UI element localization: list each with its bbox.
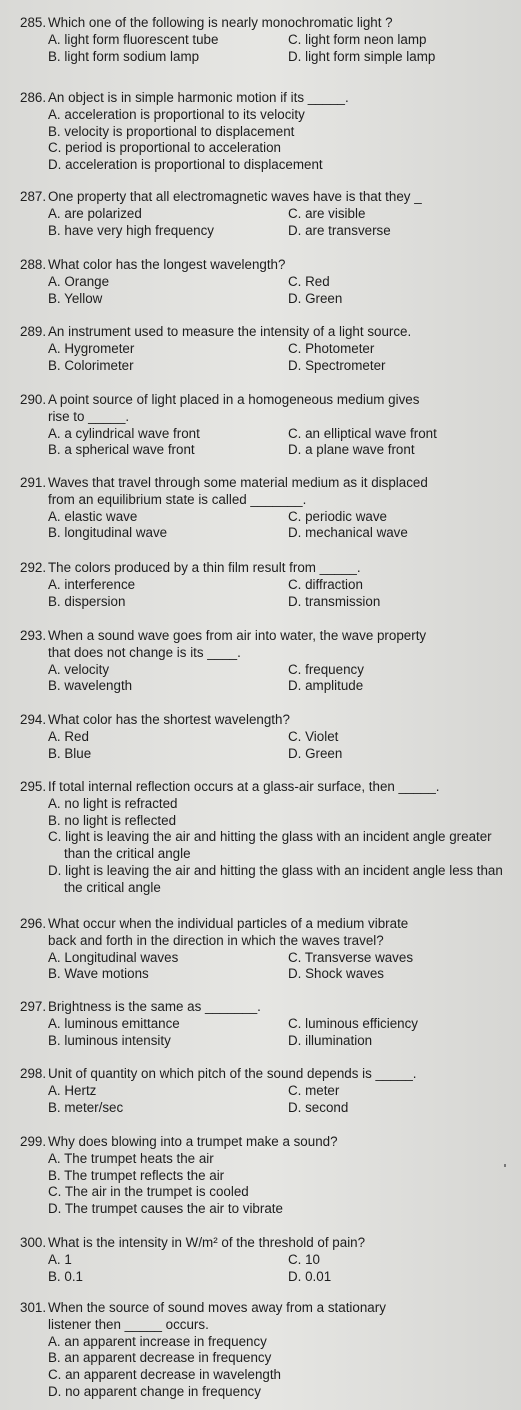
- question-stem: [20, 1235, 520, 1252]
- question-text: An object is in simple harmonic motion if its _____.: [48, 90, 349, 105]
- question-stem: [20, 392, 520, 426]
- answer-option-c: C. light form neon lamp: [288, 31, 427, 47]
- option-row: [48, 509, 520, 526]
- answer-option-c: C. Photometer: [288, 340, 375, 356]
- option-row: [48, 966, 520, 983]
- question-289: [20, 324, 520, 374]
- question-text: One property that all electromagnetic waves have is that they _: [48, 189, 422, 204]
- answer-option-c: C. luminous efficiency: [288, 1015, 418, 1031]
- question-299: [20, 1134, 520, 1218]
- answer-options: [48, 950, 520, 984]
- answer-options: [48, 274, 520, 308]
- question-290: [20, 392, 520, 459]
- answer-option-a: A. light form fluorescent tube: [48, 31, 219, 47]
- answer-option-a: A. Red: [48, 728, 89, 744]
- question-288: [20, 257, 520, 307]
- question-stem: [20, 916, 520, 950]
- question-number: 292.: [20, 560, 47, 575]
- question-stem: [20, 1066, 520, 1083]
- option-row: [48, 223, 520, 240]
- question-number: 298.: [20, 1066, 47, 1081]
- option-row: [48, 358, 520, 375]
- answer-option-d: D. transmission: [288, 593, 381, 609]
- option-row: [48, 950, 520, 967]
- question-295: [20, 779, 520, 897]
- question-stem: [20, 628, 520, 662]
- answer-option-d: D. Green: [288, 290, 343, 306]
- option-row: [48, 32, 520, 49]
- question-text: What occur when the individual particles of a medium vibrate back and forth in the direction in which the waves travel?: [48, 916, 409, 948]
- answer-options: [48, 426, 520, 460]
- question-number: 290.: [20, 392, 47, 407]
- speck-mark: [504, 1164, 506, 1167]
- question-text: When a sound wave goes from air into water, the wave property that does not change is its ____.: [48, 628, 427, 660]
- answer-option-c: C. 10: [288, 1251, 321, 1267]
- question-number: 301.: [20, 1300, 47, 1315]
- answer-options: [48, 206, 520, 240]
- question-stem: [20, 1134, 520, 1151]
- question-text: What is the intensity in W/m² of the threshold of pain?: [48, 1235, 366, 1250]
- answer-option-c: C. an elliptical wave front: [288, 425, 437, 441]
- question-text: When the source of sound moves away from a stationary listener then _____ occurs.: [48, 1300, 386, 1332]
- answer-option-c: C. diffraction: [288, 576, 363, 592]
- option-row: [48, 442, 520, 459]
- question-stem: [20, 90, 520, 107]
- answer-option-a: A. Longitudinal waves: [48, 949, 179, 965]
- question-287: [20, 189, 520, 239]
- answer-option-b: B. an apparent decrease in frequency: [48, 1350, 272, 1366]
- answer-option-a: A. elastic wave: [48, 508, 138, 524]
- answer-option-b: B. Wave motions: [48, 966, 149, 982]
- answer-option-a: A. Orange: [48, 273, 110, 289]
- question-292: [20, 560, 520, 610]
- question-number: 300.: [20, 1235, 47, 1250]
- answer-option-b: B. Blue: [48, 745, 92, 761]
- question-number: 296.: [20, 916, 47, 931]
- answer-option-b: B. a spherical wave front: [48, 442, 195, 458]
- answer-option-b: B. wavelength: [48, 678, 133, 694]
- question-number: 285.: [20, 15, 47, 30]
- option-row: [48, 1269, 520, 1286]
- question-286: [20, 90, 520, 174]
- question-296: [20, 916, 520, 983]
- question-text: Waves that travel through some material medium as it displaced from an equilibrium state is called _______.: [48, 475, 428, 507]
- question-stem: [20, 257, 520, 274]
- answer-option-a: A. The trumpet heats the air: [48, 1150, 214, 1166]
- answer-option-a: A. a cylindrical wave front: [48, 425, 200, 441]
- answer-options: [48, 341, 520, 375]
- answer-option-c: C. Red: [288, 273, 330, 289]
- answer-option-d: D. are transverse: [288, 222, 391, 238]
- question-stem: [20, 189, 520, 206]
- question-number: 297.: [20, 999, 47, 1014]
- answer-option-b: B. The trumpet reflects the air: [48, 1167, 225, 1183]
- question-number: 295.: [20, 779, 47, 794]
- answer-option-d: D. no apparent change in frequency: [48, 1383, 261, 1399]
- option-row: [48, 729, 520, 746]
- question-number: 288.: [20, 257, 47, 272]
- question-number: 287.: [20, 189, 47, 204]
- answer-option-c: C. period is proportional to acceleration: [48, 140, 281, 156]
- option-row: [48, 1083, 520, 1100]
- answer-option-d: D. mechanical wave: [288, 525, 408, 541]
- question-text: What color has the shortest wavelength?: [48, 712, 290, 727]
- question-stem: [20, 999, 520, 1016]
- answer-option-d: D. 0.01: [288, 1268, 332, 1284]
- answer-options: [48, 1334, 520, 1401]
- question-text: Brightness is the same as _______.: [48, 999, 261, 1014]
- option-row: [48, 206, 520, 223]
- question-number: 294.: [20, 712, 47, 727]
- option-row: [48, 1252, 520, 1269]
- answer-option-b: B. dispersion: [48, 593, 126, 609]
- answer-options: [48, 796, 520, 897]
- answer-option-a: A. luminous emittance: [48, 1015, 180, 1031]
- answer-option-d: D. Shock waves: [288, 966, 385, 982]
- answer-options: [48, 107, 520, 174]
- question-300: [20, 1235, 520, 1285]
- option-row: [48, 746, 520, 763]
- answer-options: [48, 1151, 520, 1218]
- option-row: [48, 291, 520, 308]
- question-text: Why does blowing into a trumpet make a sound?: [48, 1134, 338, 1149]
- answer-option-a: A. an apparent increase in frequency: [48, 1333, 267, 1349]
- answer-option-a: A. velocity: [48, 661, 110, 677]
- question-stem: [20, 712, 520, 729]
- answer-option-c: C. periodic wave: [288, 508, 387, 524]
- option-row: [48, 678, 520, 695]
- answer-option-c: C. Transverse waves: [288, 949, 414, 965]
- answer-options: [48, 509, 520, 543]
- question-stem: [20, 560, 520, 577]
- question-number: 293.: [20, 628, 47, 643]
- question-294: [20, 712, 520, 762]
- question-text: Which one of the following is nearly monochromatic light ?: [48, 15, 393, 30]
- question-285: [20, 15, 520, 65]
- question-number: 299.: [20, 1134, 47, 1149]
- answer-option-d: D. second: [288, 1099, 349, 1115]
- answer-option-d: D. The trumpet causes the air to vibrate: [48, 1201, 283, 1217]
- question-stem: [20, 779, 520, 796]
- answer-options: [48, 662, 520, 696]
- answer-option-a: A. acceleration is proportional to its velocity: [48, 106, 305, 122]
- answer-option-d: D. Green: [288, 745, 343, 761]
- answer-option-b: B. have very high frequency: [48, 222, 214, 238]
- question-text: The colors produced by a thin film result from _____.: [48, 560, 361, 575]
- answer-option-c: C. are visible: [288, 205, 366, 221]
- option-row: [48, 594, 520, 611]
- answer-option-c: C. an apparent decrease in wavelength: [48, 1367, 282, 1383]
- answer-option-a: A. 1: [48, 1251, 72, 1267]
- question-301: [20, 1300, 520, 1401]
- question-stem: [20, 324, 520, 341]
- answer-option-a: A. are polarized: [48, 205, 142, 221]
- option-row: [48, 525, 520, 542]
- question-297: [20, 999, 520, 1049]
- question-text: What color has the longest wavelength?: [48, 257, 286, 272]
- answer-option-c: C. Violet: [288, 728, 339, 744]
- answer-option-b: B. 0.1: [48, 1268, 83, 1284]
- question-293: [20, 628, 520, 695]
- answer-option-a: A. Hygrometer: [48, 340, 135, 356]
- option-row: [48, 1100, 520, 1117]
- question-stem: [20, 15, 520, 32]
- question-298: [20, 1066, 520, 1116]
- question-stem: [20, 1300, 520, 1334]
- answer-option-b: B. luminous intensity: [48, 1032, 171, 1048]
- question-stem: [20, 475, 520, 509]
- answer-options: [48, 577, 520, 611]
- option-row: [48, 577, 520, 594]
- answer-option-a: A. no light is refracted: [48, 795, 178, 811]
- answer-options: [48, 1252, 520, 1286]
- answer-options: [48, 1083, 520, 1117]
- answer-option-c: C. frequency: [288, 661, 364, 677]
- question-number: 289.: [20, 324, 47, 339]
- answer-option-d: D. acceleration is proportional to displacement: [48, 157, 323, 173]
- answer-option-d: D. illumination: [288, 1032, 373, 1048]
- option-row: [48, 1033, 520, 1050]
- answer-options: [48, 1016, 520, 1050]
- answer-option-c: C. The air in the trumpet is cooled: [48, 1184, 249, 1200]
- answer-option-c: C. light is leaving the air and hitting the glass with an incident angle greater than the critical angle: [48, 829, 496, 862]
- option-row: [48, 662, 520, 679]
- answer-option-d: D. amplitude: [288, 678, 364, 694]
- question-291: [20, 475, 520, 542]
- answer-option-b: B. Yellow: [48, 290, 103, 306]
- option-row: [48, 1016, 520, 1033]
- answer-option-c: C. meter: [288, 1082, 340, 1098]
- option-row: [48, 341, 520, 358]
- answer-option-b: B. meter/sec: [48, 1099, 124, 1115]
- answer-option-b: B. longitudinal wave: [48, 525, 168, 541]
- answer-options: [48, 729, 520, 763]
- answer-option-b: B. light form sodium lamp: [48, 48, 200, 64]
- answer-option-b: B. no light is reflected: [48, 812, 177, 828]
- option-row: [48, 274, 520, 291]
- answer-option-a: A. interference: [48, 576, 136, 592]
- question-number: 286.: [20, 90, 47, 105]
- answer-option-d: D. Spectrometer: [288, 357, 386, 373]
- question-text: Unit of quantity on which pitch of the sound depends is _____.: [48, 1066, 417, 1081]
- option-row: [48, 49, 520, 66]
- answer-option-d: D. a plane wave front: [288, 442, 415, 458]
- answer-option-b: B. Colorimeter: [48, 357, 134, 373]
- answer-option-d: D. light form simple lamp: [288, 48, 436, 64]
- answer-option-a: A. Hertz: [48, 1082, 97, 1098]
- option-row: [48, 426, 520, 443]
- question-text: A point source of light placed in a homogeneous medium gives rise to _____.: [48, 392, 420, 424]
- answer-options: [48, 32, 520, 66]
- answer-option-d: D. light is leaving the air and hitting the glass with an incident angle less than the critical angle: [48, 862, 507, 895]
- question-number: 291.: [20, 475, 47, 490]
- answer-option-b: B. velocity is proportional to displacement: [48, 123, 295, 139]
- question-text: If total internal reflection occurs at a glass-air surface, then _____.: [48, 779, 440, 794]
- question-text: An instrument used to measure the intensity of a light source.: [48, 324, 412, 339]
